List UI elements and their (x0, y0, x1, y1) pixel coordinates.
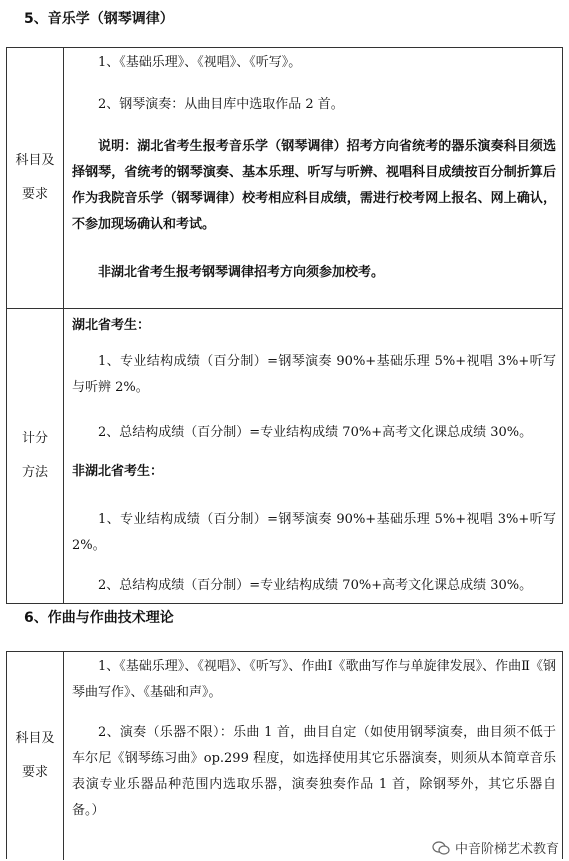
req-note-2: 非湖北省考生报考钢琴调律招考方向须参加校考。 (98, 265, 385, 280)
scoring-row (7, 308, 562, 603)
requirements-row (7, 48, 562, 308)
hubei-formula-1: 1、专业结构成绩（百分制）=钢琴演奏 90%+基础乐理 5%+视唱 3%+听写与听辨 2%。 (72, 354, 556, 395)
req-item-2: 2、钢琴演奏：从曲目库中选取作品 2 首。 (98, 97, 344, 112)
section5-title: 5、音乐学（钢琴调律） (24, 11, 174, 27)
s6-requirements-label: 科目及 要求 (7, 652, 64, 860)
s6-requirements-cell (64, 652, 562, 860)
s6-req-item-2: 2、演奏（乐器不限）：乐曲 1 首，曲目自定（如使用钢琴演奏，曲目须不低于车尔尼《钢琴练习曲》op.299 程度，如选择使用其它乐器演奏，则须从本简章音乐表演专业乐器品种范围内选取乐器，演奏独奏作品 1 首，除钢琴外，其它乐器自备。） (72, 725, 556, 818)
section6-title: 6、作曲与作曲技术理论 (24, 610, 174, 626)
requirements-cell (64, 48, 562, 308)
req-item-1: 1、《基础乐理》、《视唱》、《听写》。 (98, 55, 302, 70)
s6-requirements-row (7, 652, 562, 860)
watermark (432, 838, 559, 857)
wechat-icon (432, 841, 450, 855)
section6-table (6, 651, 563, 859)
scoring-cell (64, 309, 562, 603)
s6-req-item-1: 1、《基础乐理》、《视唱》、《听写》、作曲Ⅰ《歌曲写作与单旋律发展》、作曲Ⅱ《钢琴曲写作》、《基础和声》。 (72, 659, 556, 700)
hubei-formula-2: 2、总结构成绩（百分制）=专业结构成绩 70%+高考文化课总成绩 30%。 (98, 425, 533, 440)
req-note: 说明：湖北省考生报考音乐学（钢琴调律）招考方向省统考的器乐演奏科目须选择钢琴，省统考的钢琴演奏、基本乐理、听写与听辨、视唱科目成绩按百分制折算后作为我院音乐学（钢琴调律）校考相应科目成绩，需进行校考网上报名、网上确认，不参加现场确认和考试。 (72, 139, 556, 232)
other-heading: 非湖北省考生： (72, 464, 164, 479)
other-formula-1: 1、专业结构成绩（百分制）=钢琴演奏 90%+基础乐理 5%+视唱 3%+听写 2%。 (72, 512, 556, 553)
other-formula-2: 2、总结构成绩（百分制）=专业结构成绩 70%+高考文化课总成绩 30%。 (98, 578, 533, 593)
scoring-label: 计分 方法 (7, 309, 64, 603)
requirements-label: 科目及 要求 (7, 48, 64, 308)
hubei-heading: 湖北省考生： (72, 318, 151, 333)
section5-table (6, 47, 563, 604)
watermark-text: 中音阶梯艺术教育 (454, 842, 559, 857)
